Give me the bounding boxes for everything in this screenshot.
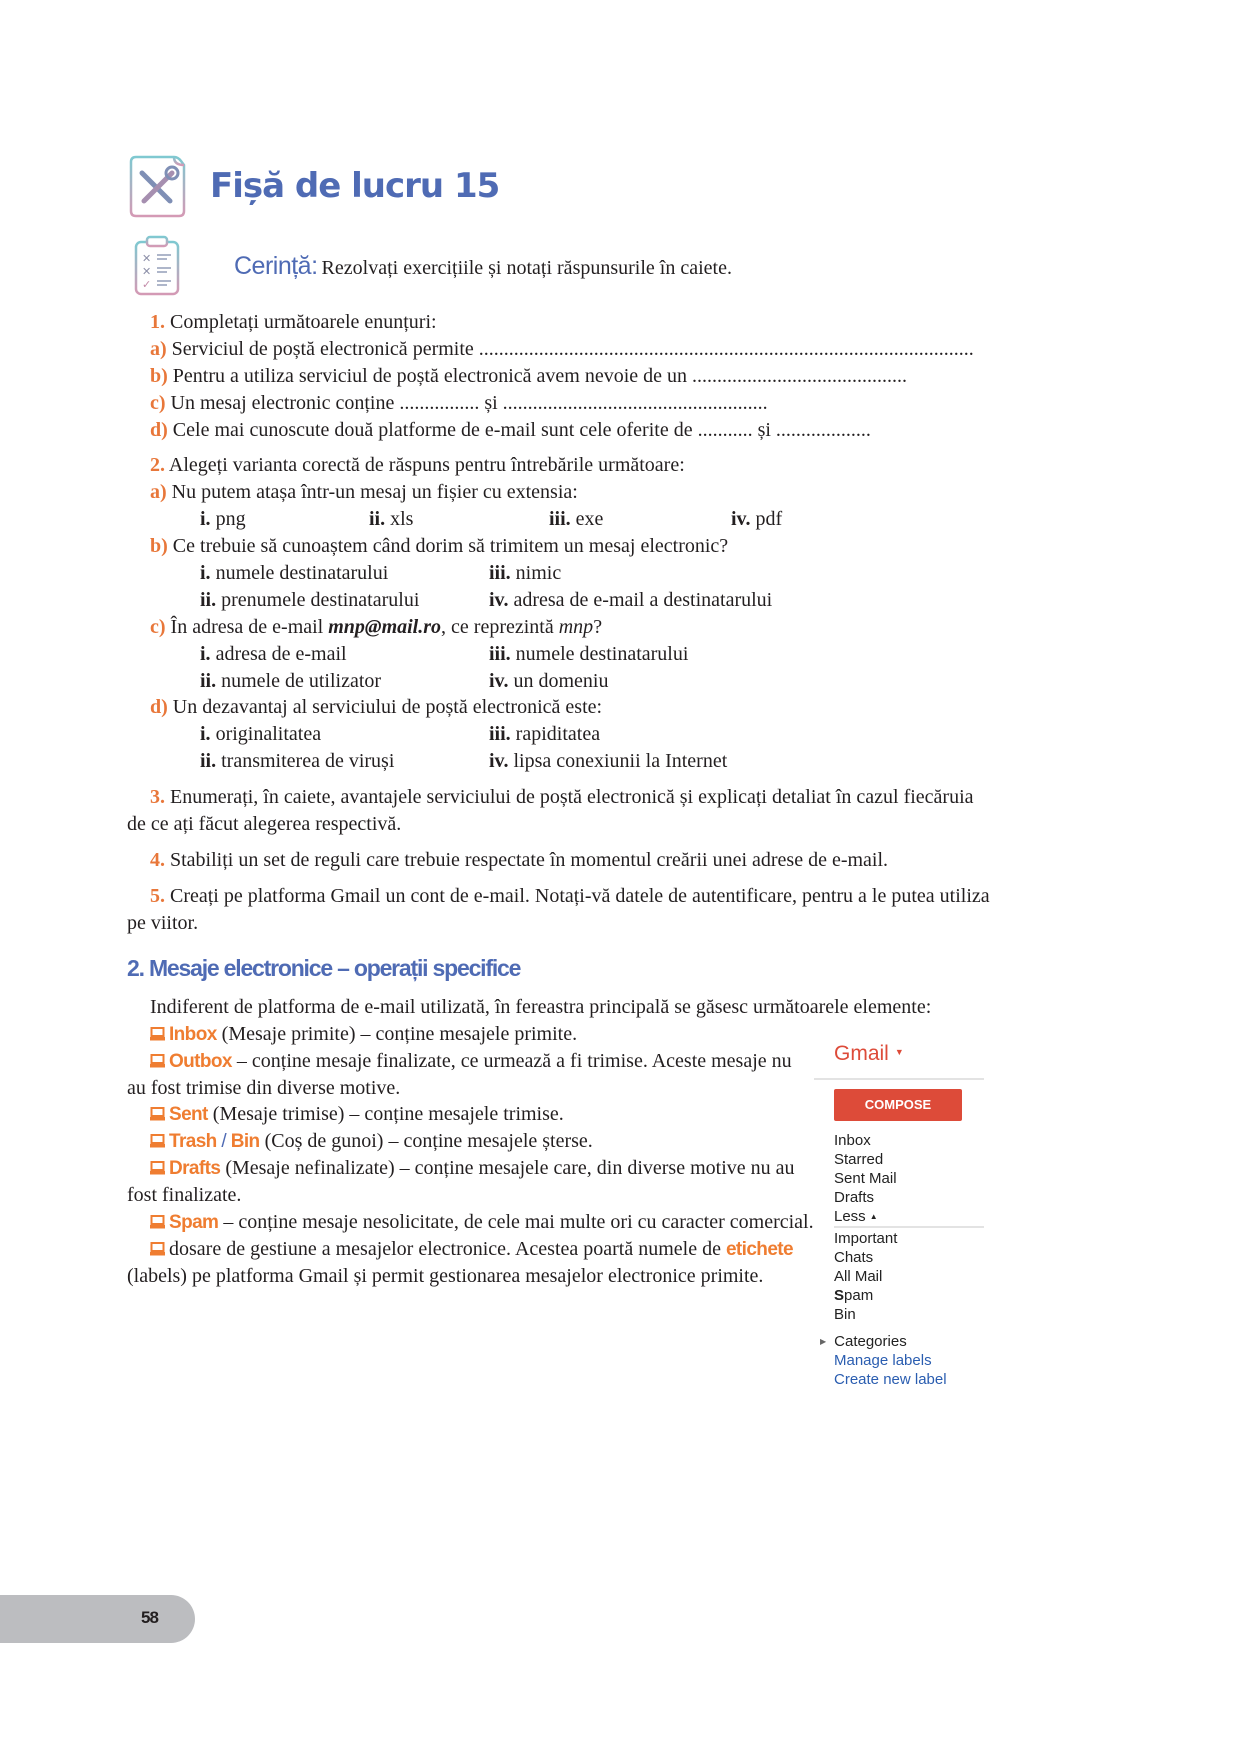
ex2a-option-i[interactable]: i. png (200, 508, 246, 530)
ex2c-option-i[interactable]: i. adresa de e-mail (200, 643, 347, 665)
checklist-icon (133, 235, 181, 297)
ex5-line2: pe viitor. (127, 912, 199, 934)
ex2b-option-iv[interactable]: iv. adresa de e-mail a destinatarului (489, 589, 773, 611)
ex2d-option-iii[interactable]: iii. rapiditatea (489, 723, 601, 745)
list-item-spam: Spam – conține mesaje nesolicitate, de cele mai multe ori cu caracter comercial. (150, 1212, 814, 1233)
less-toggle[interactable]: Less ▲ (834, 1208, 878, 1225)
ex1-item-c: c) Un mesaj electronic conține ................ și ..................................................... (150, 392, 768, 414)
computer-icon (150, 1161, 165, 1175)
list-item-drafts-cont: fost finalizate. (127, 1184, 242, 1206)
requirement-text: Rezolvați exercițiile și notați răspunsurile în caiete. (321, 257, 732, 279)
list-item-trash: Trash / Bin (Coș de gunoi) – conține mesajele șterse. (150, 1131, 593, 1152)
tools-icon (128, 153, 188, 219)
list-item-labels-cont: (labels) pe platforma Gmail și permit gestionarea mesajelor electronice primite. (127, 1265, 764, 1287)
section-intro: Indiferent de platforma de e-mail utilizată, în fereastra principală se găsesc următoarele elemente: (150, 996, 932, 1018)
computer-icon (150, 1242, 165, 1256)
ex1-item-d: d) Cele mai cunoscute două platforme de e-mail sunt cele oferite de ........... și ................... (150, 419, 871, 441)
caret-up-icon: ▲ (869, 1212, 878, 1221)
folder-bin[interactable]: Bin (834, 1306, 856, 1323)
ex2b-option-i[interactable]: i. numele destinatarului (200, 562, 389, 584)
ex2a-option-iv[interactable]: iv. pdf (731, 508, 783, 530)
page-number: 58 (141, 1608, 158, 1627)
ex2b-option-iii[interactable]: iii. nimic (489, 562, 562, 584)
svg-text:✓: ✓ (142, 278, 152, 291)
ex5-line1: 5. Creați pe platforma Gmail un cont de e-mail. Notați-vă datele de autentificare, pentru a le putea utiliza (150, 885, 990, 907)
page-title: Fișă de lucru 15 (210, 166, 500, 206)
ex1-item-a: a) Serviciul de poștă electronică permite ................................................................................................... (150, 338, 974, 360)
svg-text:✕: ✕ (142, 252, 152, 265)
ex2d-option-ii[interactable]: ii. transmiterea de viruși (200, 750, 395, 772)
ex2c-option-iii[interactable]: iii. numele destinatarului (489, 643, 689, 665)
folder-chats[interactable]: Chats (834, 1249, 874, 1266)
list-item-sent: Sent (Mesaje trimise) – conține mesajele trimise. (150, 1104, 564, 1125)
folder-important[interactable]: Important (834, 1230, 898, 1247)
categories-toggle[interactable]: ▶ Categories (820, 1333, 907, 1350)
gmail-sidebar (814, 1030, 984, 1395)
divider (834, 1226, 984, 1228)
computer-icon (150, 1027, 165, 1041)
list-item-outbox: Outbox – conține mesaje finalizate, ce urmează a fi trimise. Aceste mesaje nu (150, 1051, 792, 1072)
ex1-item-b: b) Pentru a utiliza serviciul de poștă electronică avem nevoie de un ........................................... (150, 365, 908, 387)
folder-spam[interactable]: Spam (834, 1287, 874, 1304)
computer-icon (150, 1134, 165, 1148)
ex4: 4. Stabiliți un set de reguli care trebuie respectate în momentul creării unei adrese de e-mail. (150, 849, 889, 871)
computer-icon (150, 1215, 165, 1229)
compose-button[interactable]: COMPOSE (834, 1089, 962, 1121)
ex2c-option-ii[interactable]: ii. numele de utilizator (200, 670, 382, 692)
section-heading: 2. Mesaje electronice – operații specifice (127, 955, 521, 981)
ex2c-option-iv[interactable]: iv. un domeniu (489, 670, 609, 692)
ex3-line2: de ce ați făcut alegerea respectivă. (127, 813, 402, 835)
ex2-question-c: c) În adresa de e-mail mnp@mail.ro, ce reprezintă mnp? (150, 616, 603, 638)
create-label-link[interactable]: Create new label (834, 1371, 947, 1388)
caret-right-icon: ▶ (820, 1337, 827, 1346)
folder-starred[interactable]: Starred (834, 1151, 884, 1168)
folder-inbox[interactable]: Inbox (834, 1132, 871, 1149)
gmail-brand-menu[interactable]: Gmail ▼ (834, 1042, 904, 1065)
requirement (234, 252, 732, 281)
folder-sent-mail[interactable]: Sent Mail (834, 1170, 897, 1187)
ex2-intro: 2. Alegeți varianta corectă de răspuns pentru întrebările următoare: (150, 454, 685, 476)
ex2-question-d: d) Un dezavantaj al serviciului de poștă electronică este: (150, 696, 603, 718)
computer-icon (150, 1054, 165, 1068)
ex2-question-a: a) Nu putem atașa într-un mesaj un fișier cu extensia: (150, 481, 578, 503)
requirement-label: Cerință: (234, 252, 318, 280)
ex3-line1: 3. Enumerați, în caiete, avantajele serviciului de poștă electronică și explicați detaliat în cazul fiecăruia (150, 786, 974, 808)
list-item-drafts: Drafts (Mesaje nefinalizate) – conține mesajele care, din diverse motive nu au (150, 1158, 795, 1179)
ex2a-option-ii[interactable]: ii. xls (369, 508, 414, 530)
ex2d-option-i[interactable]: i. originalitatea (200, 723, 322, 745)
svg-text:✕: ✕ (142, 265, 152, 278)
ex2d-option-iv[interactable]: iv. lipsa conexiunii la Internet (489, 750, 728, 772)
ex2b-option-ii[interactable]: ii. prenumele destinatarului (200, 589, 420, 611)
folder-drafts[interactable]: Drafts (834, 1189, 875, 1206)
computer-icon (150, 1107, 165, 1121)
divider (814, 1078, 984, 1080)
ex2-question-b: b) Ce trebuie să cunoaștem când dorim să trimitem un mesaj electronic? (150, 535, 729, 557)
list-item-labels: dosare de gestiune a mesajelor electronice. Acestea poartă numele de etichete (150, 1239, 793, 1260)
dropdown-arrow-icon: ▼ (894, 1047, 904, 1057)
list-item-outbox-cont: au fost trimise din diverse motive. (127, 1077, 401, 1099)
folder-all-mail[interactable]: All Mail (834, 1268, 883, 1285)
manage-labels-link[interactable]: Manage labels (834, 1352, 932, 1369)
ex1-intro: 1. Completați următoarele enunțuri: (150, 311, 437, 333)
page-number-tab (0, 1595, 195, 1643)
ex2a-option-iii[interactable]: iii. exe (549, 508, 604, 530)
list-item-inbox: Inbox (Mesaje primite) – conține mesajele primite. (150, 1024, 577, 1045)
